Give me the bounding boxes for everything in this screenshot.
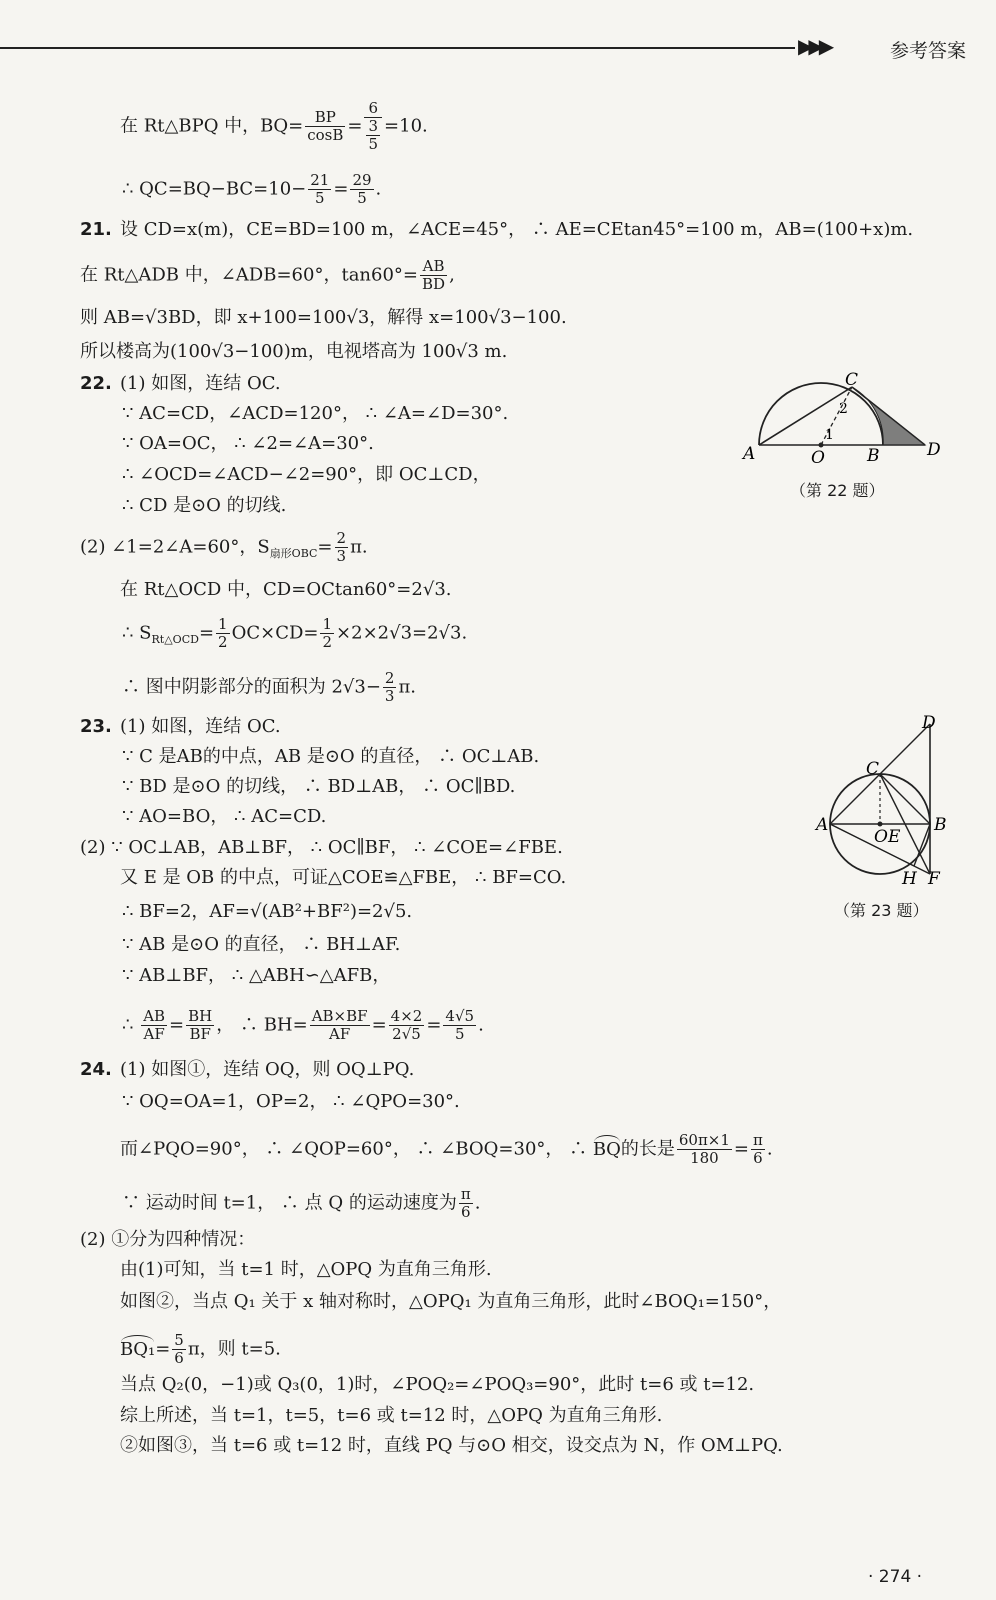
- label-F: F: [928, 869, 940, 889]
- p23-line-1: (1) 如图，连结 OC.: [120, 716, 281, 737]
- p24-line-7: 如图②，当点 Q₁ 关于 x 轴对称时，△OPQ₁ 为直角三角形，此时∠BOQ₁=150°，: [120, 1291, 782, 1312]
- p23-line-10: ∴ $\frac{AB}{AF}$ = $\frac{BH}{BF}$ ， ∴ BH= $\frac{AB\times BF}{AF}$ = $\frac{4\times 2}{2√5}$ = $\frac{4√5}{5}$ .: [122, 1007, 484, 1043]
- p24-line-11: ②如图③，当 t=6 或 t=12 时，直线 PQ 与⊙O 相交，设交点为 N，作 OM⊥PQ.: [120, 1435, 783, 1456]
- fraction: $\frac{AB}{AF}$: [143, 1007, 166, 1043]
- figure-22: [735, 365, 950, 475]
- p23-line-4: ∵ AO=BO， ∴ AC=CD.: [122, 806, 327, 827]
- p24-line-3: 而∠PQO=90°， ∴ ∠QOP=60°， ∴ ∠BOQ=30°， ∴ BQ的长是 $\frac{60\pi\times 1}{180}$ = $\frac{\pi}{6}$ .: [120, 1131, 773, 1167]
- p22-line-6: (2) ∠1=2∠A=60°，$S_{扇形OBC}=$ $\frac{2}{3}$ π.: [80, 529, 368, 565]
- p21-line-1: 设 CD=x(m)，CE=BD=100 m，∠ACE=45°， ∴ AE=CEtan45°=100 m，AB=(100+x)m.: [120, 219, 914, 240]
- page-number: · 274 ·: [868, 1567, 923, 1587]
- fraction: $\frac{6}{\frac{3}{5}}$: [364, 100, 382, 153]
- p20-line-2: ∴ QC=BQ−BC=10− $\frac{21}{5}$ = $\frac{29}{5}$ .: [122, 171, 382, 207]
- p20-line-1: 在 Rt△BPQ 中，BQ= $\frac{BP}{\cos B}$ = $\frac{6}{\frac{3}{5}}$ =10.: [120, 99, 428, 153]
- fraction: $\frac{4√5}{5}$: [445, 1007, 475, 1043]
- fraction: $\frac{2}{3}$: [336, 529, 347, 565]
- label-angle-1: 1: [825, 427, 834, 443]
- p24-line-9: 当点 Q₂(0，−1)或 Q₃(0，1)时，∠POQ₂=∠POQ₃=90°，此时 t=6 或 t=12.: [120, 1374, 755, 1395]
- header-title: 参考答案: [890, 40, 967, 62]
- p24-line-1: (1) 如图①，连结 OQ，则 OQ⊥PQ.: [120, 1059, 415, 1080]
- p23-line-8: ∵ AB 是⊙O 的直径， ∴ BH⊥AF.: [122, 934, 401, 955]
- p22-line-8: ∴ $S_{Rt\triangle OCD}=$ $\frac{1}{2}$ OC×CD= $\frac{1}{2}$ ×2×2√3=2√3.: [122, 615, 468, 651]
- p24-line-10: 综上所述，当 t=1，t=5，t=6 或 t=12 时，△OPQ 为直角三角形.: [120, 1405, 663, 1426]
- fraction: $\frac{BP}{\cos B}$: [307, 108, 344, 144]
- fraction: $\frac{\pi}{6}$: [753, 1131, 763, 1167]
- fraction: $\frac{60\pi\times 1}{180}$: [678, 1131, 730, 1167]
- figure-22-caption: （第 22 题）: [790, 481, 885, 500]
- p23-line-2: ∵ C 是AB的中点，AB 是⊙O 的直径， ∴ OC⊥AB.: [122, 746, 540, 767]
- fraction: $\frac{29}{5}$: [352, 171, 372, 207]
- label-C: C: [845, 370, 859, 390]
- p23-line-7: ∴ BF=2，AF=√(AB²+BF²)=2√5.: [122, 901, 413, 922]
- p22-line-2: ∵ AC=CD，∠ACD=120°， ∴ ∠A=∠D=30°.: [122, 403, 509, 424]
- header-rule: [0, 47, 795, 49]
- p23-line-6: 又 E 是 OB 的中点，可证△COE≌△FBE， ∴ BF=CO.: [120, 867, 567, 888]
- label-D: D: [922, 713, 936, 733]
- p24-number: 24.: [80, 1059, 112, 1080]
- header-arrows: ▶▶▶: [798, 34, 830, 58]
- fraction: $\frac{\pi}{6}$: [460, 1185, 471, 1221]
- figure-23-caption: （第 23 题）: [834, 901, 929, 920]
- p24-line-4: ∵ 运动时间 t=1， ∴ 点 Q 的运动速度为 $\frac{\pi}{6}$ .: [122, 1185, 481, 1221]
- p22-line-5: ∴ CD 是⊙O 的切线.: [122, 495, 287, 516]
- p22-line-7: 在 Rt△OCD 中，CD=OCtan60°=2√3.: [120, 579, 452, 600]
- p22-line-9: ∴ 图中阴影部分的面积为 2√3− $\frac{2}{3}$ π.: [122, 669, 417, 705]
- fraction: $\frac{1}{2}$: [218, 615, 228, 651]
- fraction: $\frac{AB}{BD}$: [422, 257, 446, 293]
- p22-line-1: (1) 如图，连结 OC.: [120, 373, 281, 394]
- label-B: B: [867, 446, 880, 466]
- label-B: B: [934, 815, 947, 835]
- p23-line-5: (2) ∵ OC⊥AB，AB⊥BF， ∴ OC∥BF， ∴ ∠COE=∠FBE.: [80, 837, 563, 858]
- label-A: A: [816, 815, 829, 835]
- p21-line-4: 所以楼高为(100√3−100)m，电视塔高为 100√3 m.: [80, 341, 508, 362]
- arc-symbol: BQ: [592, 1138, 621, 1160]
- fraction: $\frac{5}{6}$: [174, 1331, 184, 1367]
- p22-number: 22.: [80, 373, 112, 394]
- p22-line-3: ∵ OA=OC， ∴ ∠2=∠A=30°.: [122, 433, 374, 454]
- fraction: $\frac{AB\times BF}{AF}$: [311, 1007, 368, 1043]
- label-angle-2: 2: [839, 401, 848, 417]
- p24-line-2: ∵ OQ=OA=1，OP=2， ∴ ∠QPO=30°.: [122, 1091, 460, 1112]
- fraction: $\frac{1}{2}$: [322, 615, 333, 651]
- fraction: $\frac{4\times 2}{2√5}$: [390, 1007, 423, 1043]
- p23-number: 23.: [80, 716, 112, 737]
- fraction: $\frac{2}{3}$: [384, 669, 395, 705]
- arc-symbol: BQ₁: [120, 1338, 156, 1360]
- fraction: $\frac{21}{5}$: [310, 171, 330, 207]
- p24-line-6: 由(1)可知，当 t=1 时，△OPQ 为直角三角形.: [120, 1259, 492, 1280]
- label-E: E: [888, 827, 901, 847]
- fraction: $\frac{BH}{BF}$: [188, 1007, 213, 1043]
- p24-line-8: BQ₁= $\frac{5}{6}$ π，则 t=5.: [120, 1331, 281, 1367]
- label-A: A: [743, 444, 756, 464]
- figure-23: [812, 712, 962, 892]
- p21-number: 21.: [80, 219, 112, 240]
- label-C: C: [866, 759, 880, 779]
- p21-line-2: 在 Rt△ADB 中，∠ADB=60°，tan60°= $\frac{AB}{BD}$ ,: [80, 257, 455, 293]
- p24-line-5: (2) ①分为四种情况：: [80, 1229, 256, 1250]
- p23-line-3: ∵ BD 是⊙O 的切线， ∴ BD⊥AB， ∴ OC∥BD.: [122, 776, 516, 797]
- label-H: H: [902, 869, 917, 889]
- p21-line-3: 则 AB=√3BD，即 x+100=100√3，解得 x=100√3−100.: [80, 307, 567, 328]
- label-O: O: [811, 448, 825, 468]
- label-O: O: [874, 827, 888, 847]
- p22-line-4: ∴ ∠OCD=∠ACD−∠2=90°，即 OC⊥CD，: [122, 464, 491, 485]
- label-D: D: [927, 440, 941, 460]
- p23-line-9: ∵ AB⊥BF， ∴ △ABH∽△AFB，: [122, 965, 391, 986]
